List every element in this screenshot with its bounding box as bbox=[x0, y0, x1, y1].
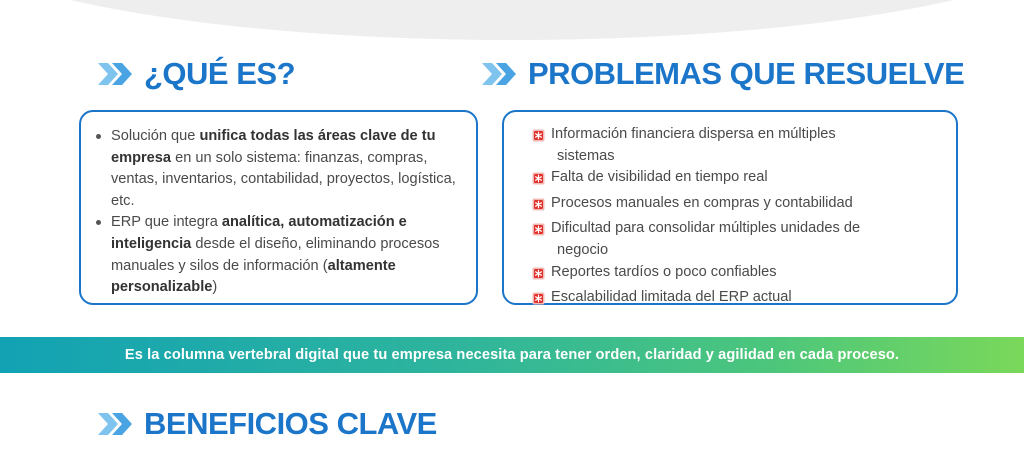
beneficios-title: BENEFICIOS CLAVE bbox=[144, 406, 437, 441]
item-text: ERP que integra bbox=[111, 214, 222, 231]
list-item bbox=[532, 287, 940, 313]
item-bold-text: unifica todas las áreas clave de tu empresa bbox=[111, 128, 436, 166]
double-chevron-right-icon bbox=[96, 411, 134, 437]
problem-text bbox=[551, 287, 792, 309]
list-item bbox=[95, 212, 460, 298]
siren-icon bbox=[532, 197, 545, 219]
list-item bbox=[532, 124, 940, 167]
beneficios-heading bbox=[96, 408, 437, 439]
item-bold-text: altamente personalizable bbox=[111, 257, 396, 296]
problemas-title: PROBLEMAS QUE RESUELVE bbox=[528, 56, 965, 91]
problem-line: Dificultad para consolidar múltiples unidades de bbox=[551, 220, 861, 237]
problem-text bbox=[551, 124, 836, 167]
siren-icon bbox=[532, 266, 545, 288]
banner-text: Es la columna vertebral digital que tu empresa necesita para tener orden, claridad y agilidad en cada proceso. bbox=[124, 347, 900, 363]
list-item bbox=[532, 262, 940, 288]
problemas-heading bbox=[480, 58, 964, 89]
siren-icon bbox=[532, 222, 545, 244]
item-text: en un solo sistema: finanzas, compras, ventas, inventarios, contabilidad, proyectos, logística, etc. bbox=[111, 149, 456, 209]
que-es-title: ¿QUÉ ES? bbox=[144, 56, 296, 91]
problem-line: Información financiera dispersa en múltiples bbox=[551, 126, 836, 142]
problemas-card bbox=[502, 110, 958, 305]
item-text: desde el diseño, eliminando procesos manuales y silos de información ( bbox=[111, 235, 440, 274]
problem-line: Procesos manuales en compras y contabilidad bbox=[551, 194, 853, 211]
problemas-list bbox=[532, 124, 940, 313]
tagline-banner bbox=[0, 337, 1024, 373]
list-item bbox=[532, 167, 940, 193]
list-item bbox=[532, 218, 940, 261]
que-es-list bbox=[95, 126, 460, 299]
problem-text bbox=[551, 218, 860, 261]
double-chevron-right-icon bbox=[480, 61, 518, 87]
item-text: ) bbox=[212, 279, 218, 296]
list-item bbox=[532, 193, 940, 219]
siren-icon bbox=[532, 128, 545, 150]
problem-line: Escalabilidad limitada del ERP actual bbox=[551, 289, 792, 306]
problem-line: Falta de visibilidad en tiempo real bbox=[551, 169, 768, 186]
siren-icon bbox=[532, 171, 545, 193]
que-es-card bbox=[79, 110, 478, 305]
item-bold-text: analítica, automatización e inteligencia bbox=[111, 214, 407, 252]
list-item bbox=[95, 126, 460, 212]
problem-line-continued: negocio bbox=[557, 241, 609, 258]
problem-line-continued: sistemas bbox=[557, 147, 615, 164]
problem-line: Reportes tardíos o poco confiables bbox=[551, 263, 777, 280]
problem-text bbox=[551, 167, 768, 189]
siren-icon bbox=[532, 291, 545, 313]
item-text: Solución que bbox=[111, 128, 200, 144]
top-arc-decoration bbox=[0, 0, 1024, 40]
problem-text bbox=[551, 262, 777, 284]
que-es-heading bbox=[96, 58, 295, 89]
problem-text bbox=[551, 193, 853, 215]
double-chevron-right-icon bbox=[96, 61, 134, 87]
